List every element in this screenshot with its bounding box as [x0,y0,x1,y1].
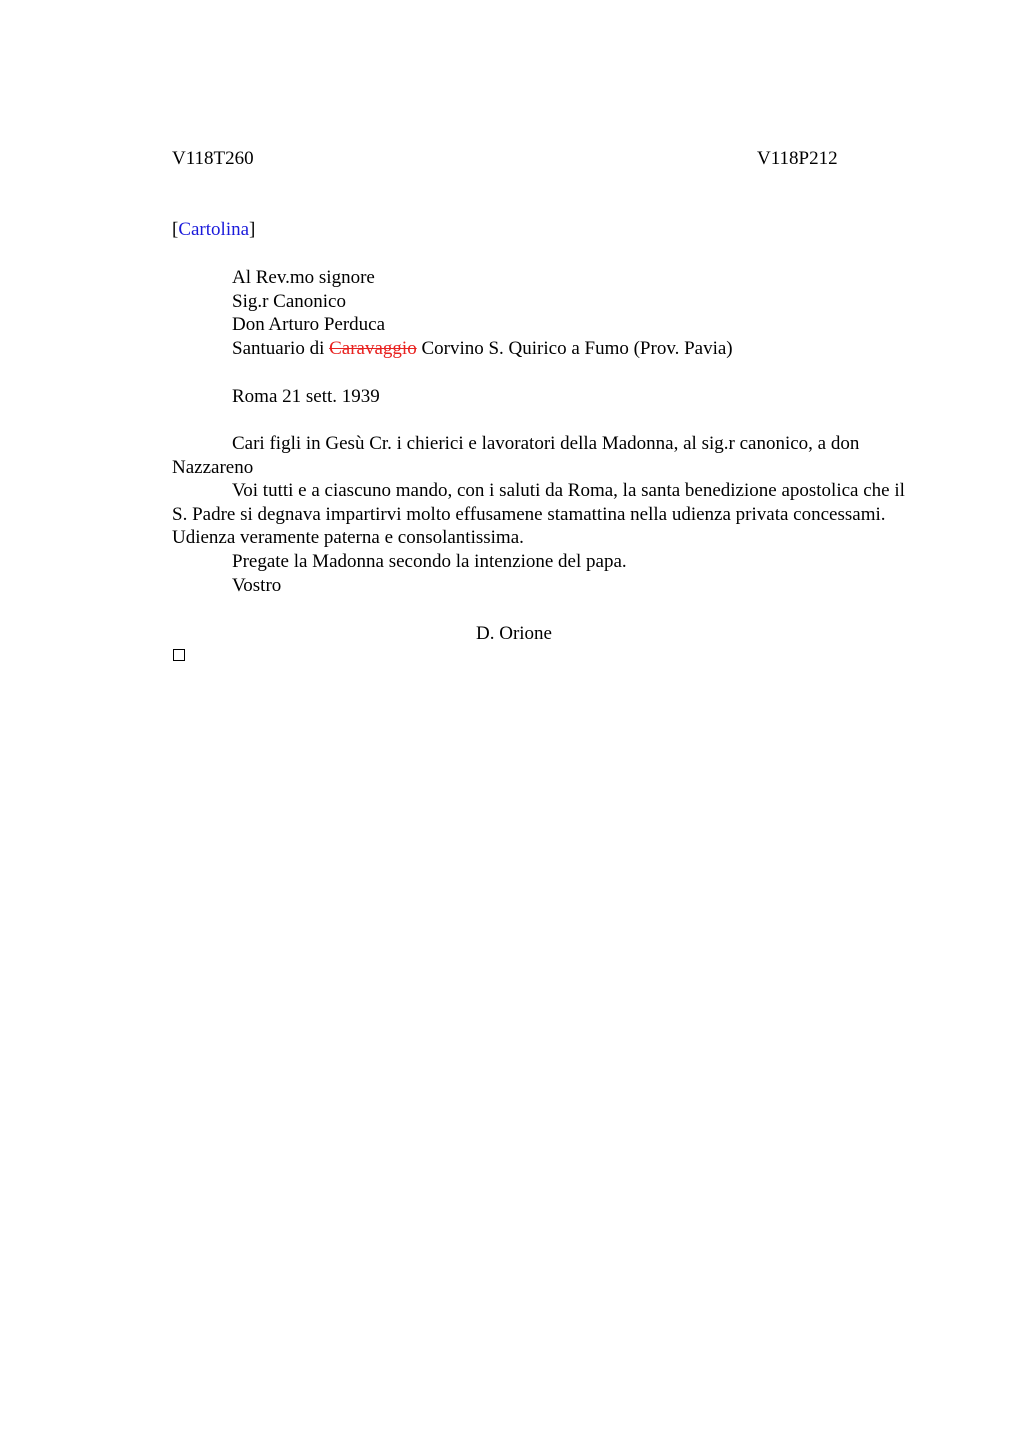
struck-out-word: Caravaggio [329,337,417,359]
address-line-4 [232,337,733,361]
address-line-4-prefix: Santuario di [232,337,330,359]
address-line-4-suffix: Corvino S. Quirico a Fumo (Prov. Pavia) [416,337,733,359]
body-paragraph-2: Voi tutti e a ciascuno mando, con i saluti da Roma, la santa benedizione apostolica che il S. Padre si degnava impartirvi molto effusamene stamattina nella udienza privata concessami. Udienza veramente paterna e consolantissima. [172,480,905,549]
date-line: Roma 21 sett. 1939 [232,386,380,407]
address-line-1: Al Rev.mo signore [232,267,375,288]
document-type-open-bracket: [ [172,219,179,240]
document-type-close-bracket: ] [249,219,256,240]
body-paragraph-1: Cari figli in Gesù Cr. i chierici e lavoratori della Madonna, al sig.r canonico, a don Nazzareno [172,433,860,478]
recipient-address [232,266,733,360]
address-line-2: Sig.r Canonico [232,290,346,312]
empty-square-icon [173,649,185,661]
signature: D. Orione [476,623,552,644]
archive-code-left: V118T260 [172,148,254,169]
body-paragraph-3: Pregate la Madonna secondo la intenzione del papa. [232,550,627,572]
address-line-3: Don Arturo Perduca [232,314,386,336]
document-type [172,218,255,242]
body-paragraph-4: Vostro [232,574,282,596]
document-type-label: Cartolina [178,219,250,240]
archive-code-right: V118P212 [757,148,838,169]
letter-body [172,432,924,597]
